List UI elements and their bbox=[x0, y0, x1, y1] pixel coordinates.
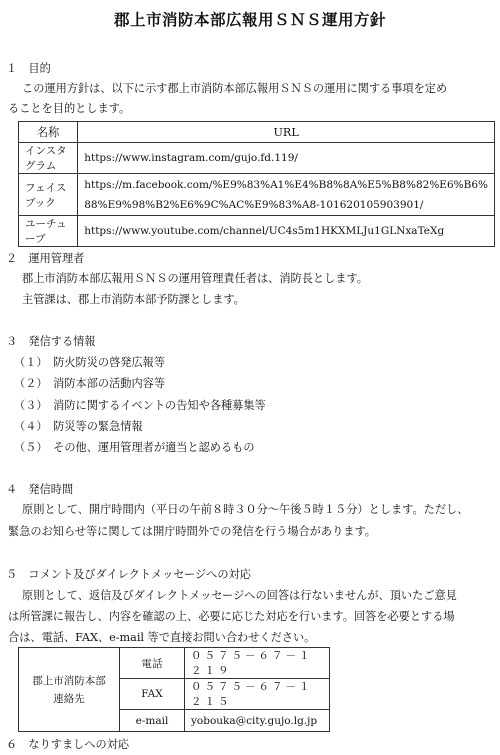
section-4-heading: ４ 発信時間 bbox=[6, 483, 74, 496]
section-1-heading: １ 目的 bbox=[6, 62, 51, 75]
sns-name-instagram: インスタグラム bbox=[19, 143, 78, 174]
contact-org-name: 郡上市消防本部 bbox=[32, 674, 106, 687]
table-row bbox=[19, 174, 495, 216]
section-1-paragraph-line-2: ることを目的とします。 bbox=[8, 102, 131, 115]
sns-url-youtube-link[interactable]: https://www.youtube.com/channel/UC4s5m1HKXMLJu1GLNxaTeXg bbox=[78, 216, 495, 247]
sns-url-facebook-link[interactable] bbox=[78, 174, 495, 216]
section-3-heading: ３ 発信する情報 bbox=[6, 335, 96, 348]
table-row bbox=[19, 143, 495, 174]
table-header-row bbox=[19, 122, 495, 143]
contact-phone-value: ０５７５－６７－１２１９ bbox=[185, 648, 330, 679]
section-2-heading: ２ 運用管理者 bbox=[6, 252, 85, 265]
section-4-line-1: 原則として、開庁時間内（平日の午前８時３０分～午後５時１５分）とします。ただし、 bbox=[22, 503, 469, 516]
contact-label-phone: 電話 bbox=[120, 648, 185, 679]
list-item: （１） 防火防災の啓発広報等 bbox=[14, 356, 166, 369]
section-5-line-1: 原則として、返信及びダイレクトメッセージへの回答は行ないませんが、頂いたご意見 bbox=[22, 589, 457, 602]
section-5-heading: ５ コメント及びダイレクトメッセージへの対応 bbox=[6, 568, 251, 581]
sns-name-youtube: ユーチューブ bbox=[19, 216, 78, 247]
list-item: （２） 消防本部の活動内容等 bbox=[14, 377, 166, 390]
section-5-line-3: 合は、電話、FAX、e-mail 等で直接お問い合わせください。 bbox=[8, 631, 316, 644]
contact-org-cell bbox=[19, 648, 120, 732]
section-2-line-2: 主管課は、郡上市消防本部予防課とします。 bbox=[22, 293, 245, 306]
table-header-url: URL bbox=[78, 122, 495, 143]
sns-url-table bbox=[18, 121, 495, 247]
sns-url-facebook-line-2[interactable]: 88%E9%98%B2%E6%9C%AC%E9%83%A8-101620105903901/ bbox=[84, 198, 424, 211]
contact-table bbox=[18, 647, 330, 732]
sns-url-instagram-link[interactable]: https://www.instagram.com/gujo.fd.119/ bbox=[78, 143, 495, 174]
list-item: （３） 消防に関するイベントの告知や各種募集等 bbox=[14, 399, 266, 412]
table-row bbox=[19, 648, 330, 679]
table-row bbox=[19, 216, 495, 247]
section-4-line-2: 緊急のお知らせ等に関しては開庁時間外での発信を行う場合があります。 bbox=[8, 525, 376, 538]
contact-fax-value: ０５７５－６７－１２１５ bbox=[185, 679, 330, 710]
contact-email-link[interactable]: yobouka@city.gujo.lg.jp bbox=[185, 710, 330, 732]
section-6-heading: ６ なりすましへの対応 bbox=[6, 738, 130, 751]
list-item: （５） その他、運用管理者が適当と認めるもの bbox=[14, 441, 255, 454]
document-title: 郡上市消防本部広報用ＳＮＳ運用方針 bbox=[113, 10, 386, 29]
sns-url-facebook-line-1[interactable]: https://m.facebook.com/%E9%83%A1%E4%B8%8A%E5%B8%82%E6%B6% bbox=[84, 178, 488, 191]
table-header-name: 名称 bbox=[19, 122, 78, 143]
section-2-line-1: 郡上市消防本部広報用ＳＮＳの運用管理責任者は、消防長とします。 bbox=[22, 272, 368, 285]
contact-label-fax: FAX bbox=[120, 679, 185, 710]
section-1-paragraph-line-1: この運用方針は、以下に示す郡上市消防本部広報用ＳＮＳの運用に関する事項を定め bbox=[22, 82, 448, 95]
contact-label-email: e-mail bbox=[120, 710, 185, 732]
contact-org-label: 連絡先 bbox=[53, 692, 85, 705]
sns-name-facebook: フェイスブック bbox=[19, 174, 78, 216]
section-5-line-2: は所管課に報告し、内容を確認の上、必要に応じた対応を行います。回答を必要とする場 bbox=[8, 610, 455, 623]
list-item: （４） 防災等の緊急情報 bbox=[14, 420, 143, 433]
